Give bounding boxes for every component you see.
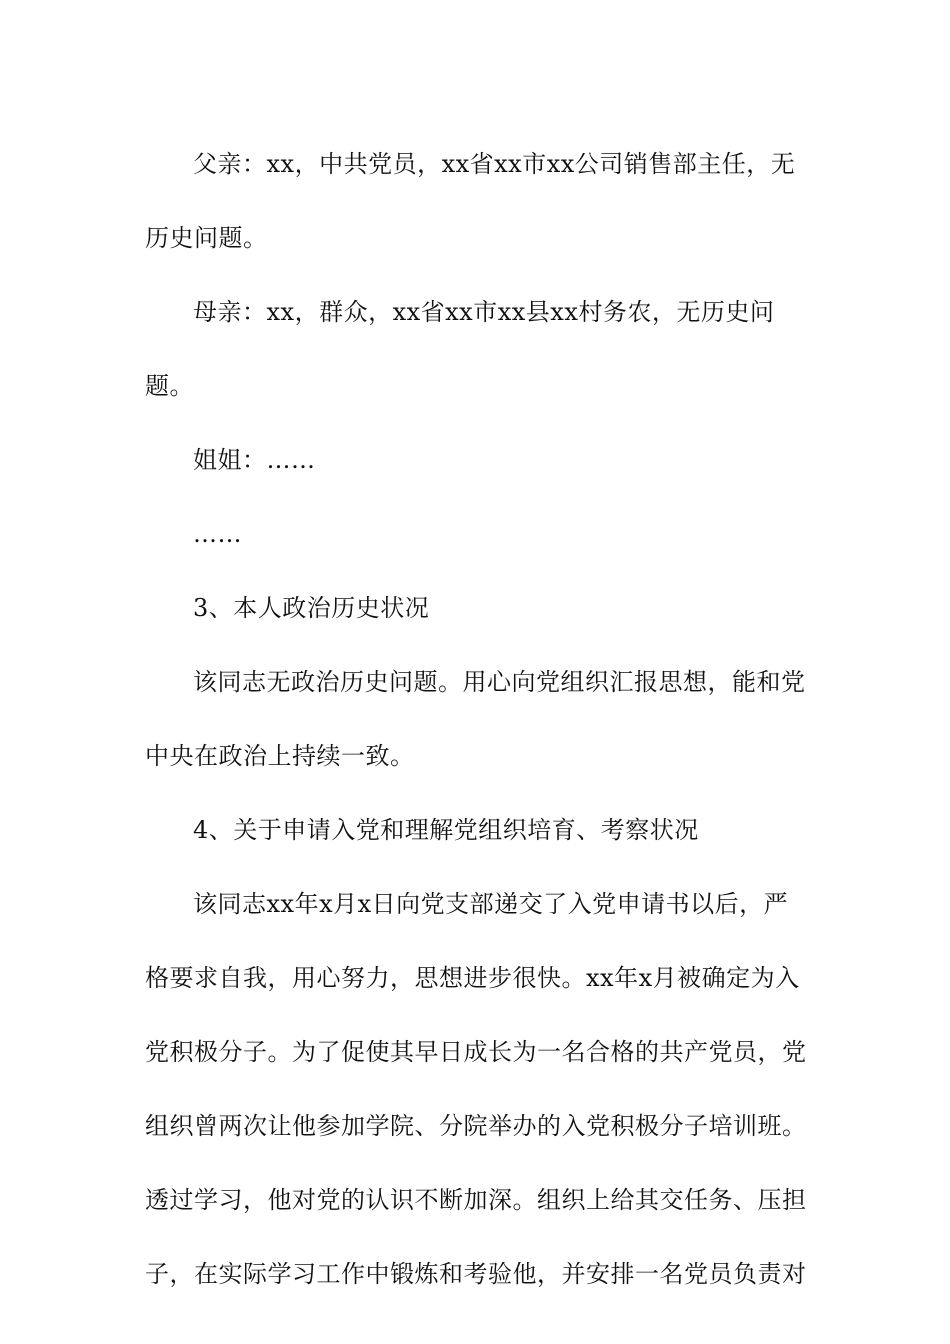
- paragraph-ellipsis: ……: [193, 520, 242, 548]
- section-heading-political-history: 3、本人政治历史状况: [193, 594, 430, 622]
- paragraph-application: 该同志xx年x月x日向党支部递交了入党申请书以后，严格要求自我，用心努力，思想进步很快。xx年x月被确定为入党积极分子。为了促使其早日成长为一名合格的共产党员，党组织曾两次让他参加学院、分院举办的入党积极分子培训班。透过学习，他对党的认识不断加深。组织上给其交任务、压担子，在实际学习工作中锻炼和考验他，并安排一名党员负责对: [145, 890, 807, 1288]
- section-heading-application: 4、关于申请入党和理解党组织培育、考察状况: [193, 816, 699, 844]
- document-body: [145, 127, 810, 1311]
- paragraph-political-history: 该同志无政治历史问题。用心向党组织汇报思想，能和党中央在政治上持续一致。: [145, 668, 806, 770]
- paragraph-father: 父亲：xx，中共党员，xx省xx市xx公司销售部主任，无历史问题。: [145, 150, 796, 252]
- paragraph-mother: 母亲：xx，群众，xx省xx市xx县xx村务农，无历史问题。: [145, 298, 775, 400]
- paragraph-sister: 姐姐：……: [193, 446, 316, 474]
